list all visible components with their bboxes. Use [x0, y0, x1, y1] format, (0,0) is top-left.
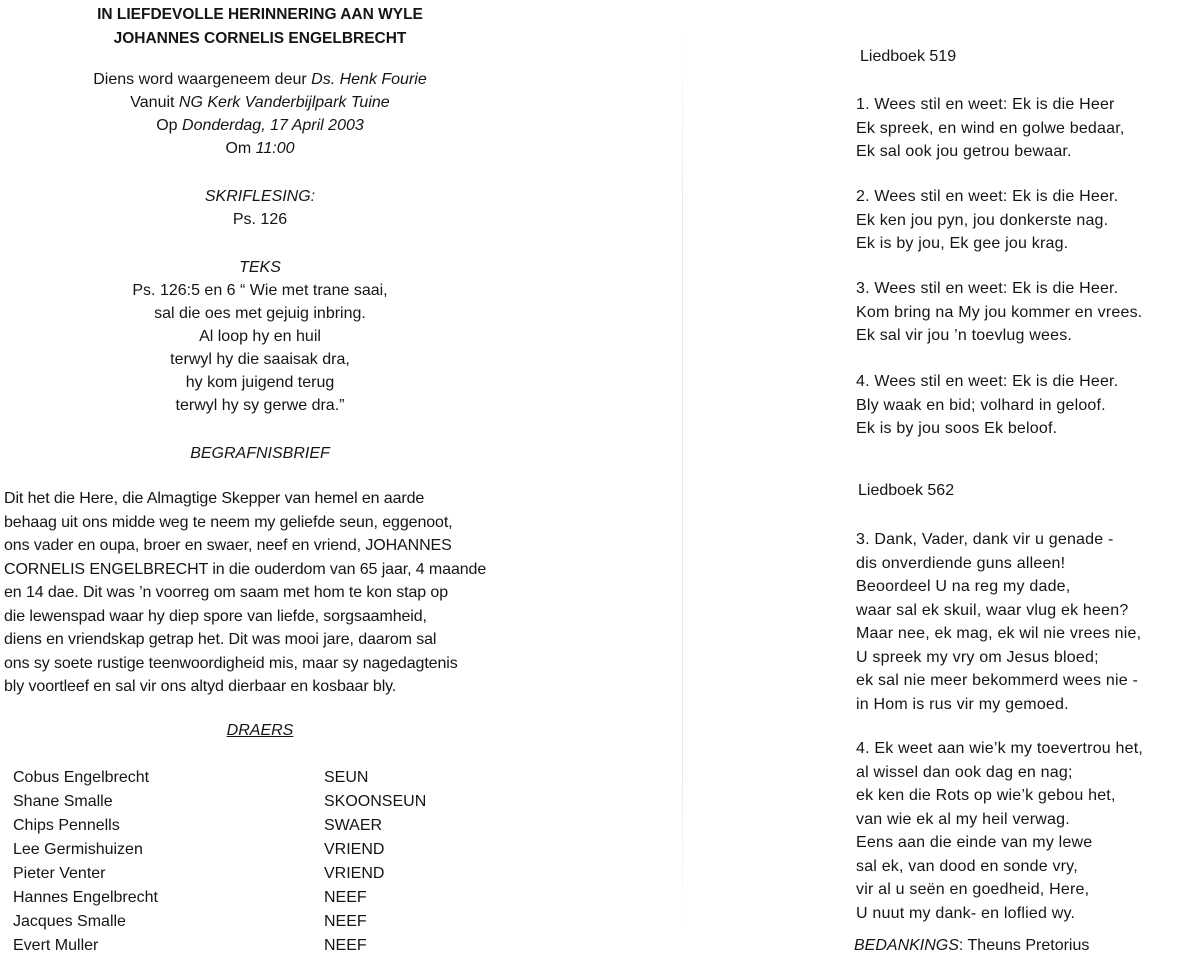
text-line: terwyl hy die saaisak dra, — [170, 351, 350, 368]
verse-line: Beoordeel U na reg my dade, — [856, 578, 1071, 595]
verse-line: 4. Ek weet aan wie’k my toevertrou het, — [856, 740, 1144, 757]
funeral-letter-heading-wrap — [0, 442, 520, 465]
verse-line: 4. Wees stil en weet: Ek is die Heer. — [856, 373, 1119, 390]
hymn-562-verse-4 — [856, 737, 1143, 925]
bearer-role: VRIEND — [324, 865, 385, 882]
verse-line: U spreek my vry om Jesus bloed; — [856, 648, 1099, 666]
letter-line: diens en vriendskap getrap het. Dit was mooi jare, daarom sal — [4, 631, 437, 648]
bearers-heading: DRAERS — [226, 722, 294, 739]
service-time: 11:00 — [255, 140, 295, 157]
verse-line: Ek is by jou, Ek gee jou krag. — [856, 235, 1069, 252]
bearer-name: Shane Smalle — [13, 793, 113, 810]
bearer-row — [13, 790, 573, 814]
text-heading: TEKS — [239, 259, 281, 276]
bearer-role: SEUN — [324, 769, 369, 786]
thanks-label: BEDANKINGS — [854, 937, 959, 954]
service-time-line: Om 11:00 — [225, 140, 295, 157]
bearer-name: Hannes Engelbrecht — [13, 889, 158, 906]
bearer-role: NEEF — [324, 913, 367, 930]
hymn-562-title: Liedboek 562 — [858, 482, 955, 499]
text-line: terwyl hy sy gerwe dra.” — [175, 397, 345, 414]
service-details — [0, 68, 520, 160]
text-section — [0, 256, 520, 417]
hymn-519-verse-4 — [856, 370, 1118, 441]
thanks-separator: : — [958, 937, 968, 954]
bearer-role: SKOONSEUN — [324, 793, 427, 810]
verse-line: sal ek, van dood en sonde vry, — [856, 857, 1078, 875]
hymn-519-title: Liedboek 519 — [860, 48, 957, 65]
bearer-name: Pieter Venter — [13, 865, 106, 882]
bearer-name: Chips Pennells — [13, 817, 120, 834]
verse-line: waar sal ek skuil, waar vlug ek heen? — [856, 601, 1129, 619]
verse-line: Ek is by jou soos Ek beloof. — [856, 420, 1058, 437]
bearer-row — [13, 862, 573, 886]
letter-line: behaag uit ons midde weg te neem my geliefde seun, eggenoot, — [4, 513, 453, 531]
scripture-heading: SKRIFLESING: — [204, 188, 316, 205]
text-line: Al loop hy en huil — [199, 328, 321, 345]
funeral-letter-heading: BEGRAFNISBRIEF — [190, 445, 330, 462]
verse-line: U nuut my dank- en loflied wy. — [856, 904, 1076, 922]
bearer-role: VRIEND — [324, 841, 385, 858]
verse-line: in Hom is rus vir my gemoed. — [856, 695, 1069, 713]
page-fold — [682, 30, 683, 930]
hymn-519-verse-1 — [856, 93, 1125, 164]
funeral-letter-body — [4, 487, 524, 699]
verse-line: al wissel dan ook dag en nag; — [856, 763, 1073, 781]
verse-line: Kom bring na My jou kommer en vrees. — [856, 303, 1143, 321]
letter-line: die lewenspad waar hy diep spore van liefde, sorgsaamheid, — [4, 607, 427, 625]
hymn-519-verse-3 — [856, 277, 1142, 348]
letter-line: bly voortleef en sal vir ons altyd dierbaar en kosbaar bly. — [4, 678, 397, 695]
verse-line: 3. Dank, Vader, dank vir u genade - — [856, 531, 1114, 548]
scripture-text: Ps. 126 — [232, 211, 288, 228]
verse-line: ek ken die Rots op wie’k gebou het, — [856, 787, 1116, 804]
bearer-row — [13, 838, 573, 862]
verse-line: 2. Wees stil en weet: Ek is die Heer. — [856, 188, 1119, 205]
bearer-name: Lee Germishuizen — [13, 841, 143, 858]
hymn-562-verse-3 — [856, 528, 1141, 716]
verse-line: ek sal nie meer bekommerd wees nie - — [856, 672, 1138, 689]
bearer-role: NEEF — [324, 889, 367, 906]
text-line: sal die oes met gejuig inbring. — [154, 305, 366, 322]
thanks-line — [854, 937, 1089, 955]
bearer-name: Jacques Smalle — [13, 913, 126, 930]
scripture-reading — [0, 185, 520, 231]
minister-name: Ds. Henk Fourie — [311, 71, 427, 88]
hymn-519-verse-2 — [856, 185, 1118, 256]
service-date-line: Op Donderdag, 17 April 2003 — [156, 117, 364, 134]
bearer-name: Cobus Engelbrecht — [13, 769, 150, 786]
bearer-row — [13, 886, 573, 910]
bearer-row — [13, 766, 573, 790]
bearer-role: SWAER — [324, 817, 383, 834]
bearer-role: NEEF — [324, 937, 367, 954]
memorial-title-line-2: JOHANNES CORNELIS ENGELBRECHT — [113, 30, 407, 47]
bearer-name: Evert Muller — [13, 937, 99, 954]
text-line: Ps. 126:5 en 6 “ Wie met trane saai, — [132, 282, 388, 299]
memorial-title-line-1: IN LIEFDEVOLLE HERINNERING AAN WYLE — [97, 6, 423, 23]
letter-line: CORNELIS ENGELBRECHT in die ouderdom van 65 jaar, 4 maande — [4, 560, 487, 578]
verse-line: 3. Wees stil en weet: Ek is die Heer. — [856, 280, 1119, 297]
verse-line: 1. Wees stil en weet: Ek is die Heer — [856, 96, 1115, 113]
verse-line: Maar nee, ek mag, ek wil nie vrees nie, — [856, 625, 1142, 642]
text-line: hy kom juigend terug — [185, 374, 335, 391]
bearers-heading-wrap — [0, 719, 520, 742]
service-church-line: Vanuit NG Kerk Vanderbijlpark Tuine — [130, 94, 390, 111]
letter-line: ons vader en oupa, broer en swaer, neef en vriend, JOHANNES — [4, 537, 452, 554]
bearers-list — [13, 766, 573, 958]
bearer-row — [13, 934, 573, 958]
verse-line: Ek sal vir jou ’n toevlug wees. — [856, 327, 1073, 344]
verse-line: Ek spreek, en wind en golwe bedaar, — [856, 119, 1125, 137]
bearer-row — [13, 814, 573, 838]
verse-line: van wie ek al my heil verwag. — [856, 810, 1070, 828]
letter-line: Dit het die Here, die Almagtige Skepper van hemel en aarde — [4, 490, 425, 507]
bearer-row — [13, 910, 573, 934]
right-page — [690, 0, 1200, 961]
verse-line: Ek ken jou pyn, jou donkerste nag. — [856, 211, 1109, 229]
verse-line: Ek sal ook jou getrou bewaar. — [856, 143, 1072, 160]
service-date: Donderdag, 17 April 2003 — [182, 117, 364, 134]
verse-line: Bly waak en bid; volhard in geloof. — [856, 396, 1106, 414]
verse-line: dis onverdiende guns alleen! — [856, 554, 1066, 572]
thanks-name: Theuns Pretorius — [967, 937, 1090, 954]
letter-line: ons sy soete rustige teenwoordigheid mis, maar sy nagedagtenis — [4, 654, 458, 672]
memorial-title — [0, 3, 520, 51]
service-minister-line: Diens word waargeneem deur Ds. Henk Fourie — [93, 71, 427, 88]
verse-line: Eens aan die einde van my lewe — [856, 834, 1093, 851]
church-name: NG Kerk Vanderbijlpark Tuine — [178, 94, 390, 111]
letter-line: en 14 dae. Dit was ’n voorreg om saam met hom te kon stap op — [4, 584, 449, 601]
verse-line: vir al u seën en goedheid, Here, — [856, 881, 1090, 898]
